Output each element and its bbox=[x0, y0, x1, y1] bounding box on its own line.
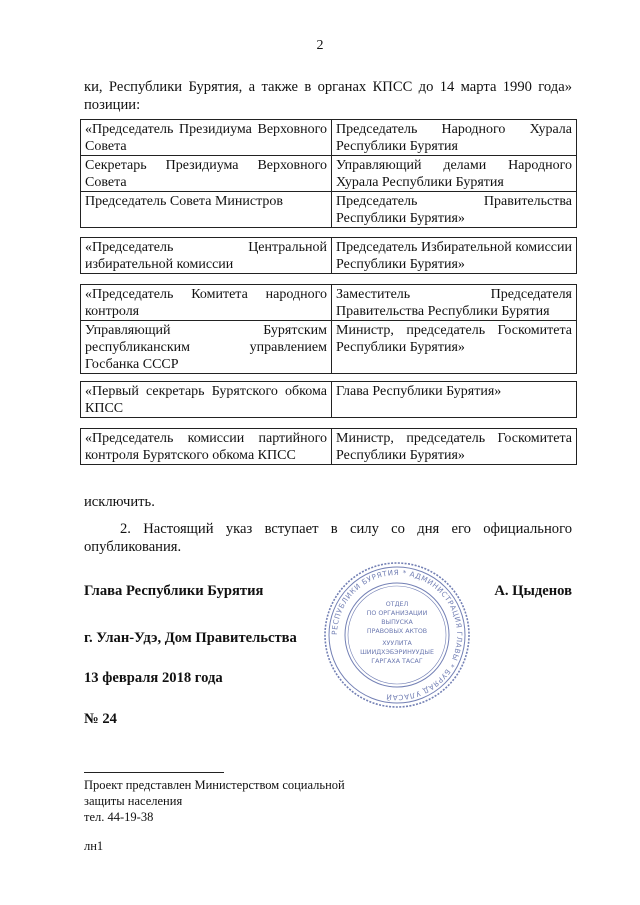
table-row bbox=[81, 429, 577, 465]
signing-date: 13 февраля 2018 года bbox=[84, 670, 223, 686]
table-cell-old-title: Управляющий Бурятским республиканским управлением Госбанка СССР bbox=[81, 321, 332, 374]
document-code: лн1 bbox=[84, 839, 104, 853]
page-number: 2 bbox=[316, 38, 324, 53]
table-row bbox=[81, 321, 577, 374]
table-row bbox=[81, 382, 577, 418]
table-row bbox=[81, 156, 577, 192]
positions-table-2 bbox=[80, 237, 577, 274]
intro-paragraph: ки, Республики Бурятия, а также в органах КПСС до 14 марта 1990 года» позиции: bbox=[84, 79, 572, 113]
exclude-text: исключить. bbox=[84, 494, 155, 510]
clause-2-paragraph: 2. Настоящий указ вступает в силу со дня его официального опубликования. bbox=[84, 521, 572, 555]
table-cell-new-title: Глава Республики Бурятия» bbox=[332, 382, 577, 418]
decree-number: № 24 bbox=[84, 711, 117, 727]
table-cell-old-title: «Председатель Комитета народного контроля bbox=[81, 285, 332, 321]
stamp-line: ОТДЕЛ bbox=[385, 601, 409, 608]
table-cell-old-title: «Председатель Центральной избирательной комиссии bbox=[81, 238, 332, 274]
table-cell-old-title: «Первый секретарь Бурятского обкома КПСС bbox=[81, 382, 332, 418]
table-cell-old-title: «Председатель Президиума Верховного Совета bbox=[81, 120, 332, 156]
stamp-line: ШИИДХЭБЭРИНУУДЫЕ bbox=[360, 649, 434, 656]
footnote-line: защиты населения bbox=[84, 794, 183, 808]
table-row bbox=[81, 285, 577, 321]
table-row bbox=[81, 238, 577, 274]
stamp-line: ВЫПУСКА bbox=[381, 619, 413, 626]
table-cell-new-title: Председатель Правительства Республики Бурятия» bbox=[332, 192, 577, 228]
stamp-ring-text: РЕСПУБЛИКИ БУРЯТИЯ * АДМИНИСТРАЦИЯ ГЛАВЫ * БУРЯАД УЛАСАЙ bbox=[329, 567, 465, 703]
signatory-position: Глава Республики Бурятия bbox=[84, 583, 264, 599]
footnote-divider bbox=[84, 772, 224, 773]
table-row bbox=[81, 192, 577, 228]
table-cell-new-title: Министр, председатель Госкомитета Республики Бурятия» bbox=[332, 429, 577, 465]
stamp-line: ХУУЛИТА bbox=[382, 640, 412, 647]
table-row bbox=[81, 120, 577, 156]
signing-place: г. Улан-Удэ, Дом Правительства bbox=[84, 630, 297, 646]
stamp-line: ПО ОРГАНИЗАЦИИ bbox=[366, 610, 428, 617]
table-cell-new-title: Председатель Народного Хурала Республики Бурятия bbox=[332, 120, 577, 156]
table-cell-new-title: Председатель Избирательной комиссии Республики Бурятия» bbox=[332, 238, 577, 274]
table-cell-old-title: Председатель Совета Министров bbox=[81, 192, 332, 228]
stamp-line: ПРАВОВЫХ АКТОВ bbox=[366, 628, 428, 635]
table-cell-new-title: Заместитель Председателя Правительства Республики Бурятия bbox=[332, 285, 577, 321]
table-cell-old-title: Секретарь Президиума Верховного Совета bbox=[81, 156, 332, 192]
positions-table-4 bbox=[80, 381, 577, 418]
official-seal-stamp bbox=[322, 560, 472, 710]
positions-table-5 bbox=[80, 428, 577, 465]
stamp-line: ГАРГАХА ТАСАГ bbox=[371, 658, 423, 665]
table-cell-new-title: Управляющий делами Народного Хурала Республики Бурятия bbox=[332, 156, 577, 192]
positions-table-1 bbox=[80, 119, 577, 228]
positions-table-3 bbox=[80, 284, 577, 374]
table-cell-old-title: «Председатель комиссии партийного контроля Бурятского обкома КПСС bbox=[81, 429, 332, 465]
table-cell-new-title: Министр, председатель Госкомитета Республики Бурятия» bbox=[332, 321, 577, 374]
footnote-line: Проект представлен Министерством социальной bbox=[84, 778, 345, 792]
signatory-name: А. Цыденов bbox=[494, 583, 572, 599]
svg-text:РЕСПУБЛИКИ БУРЯТИЯ * АДМИНИСТР bbox=[330, 568, 464, 702]
footnote-phone: тел. 44-19-38 bbox=[84, 810, 154, 824]
